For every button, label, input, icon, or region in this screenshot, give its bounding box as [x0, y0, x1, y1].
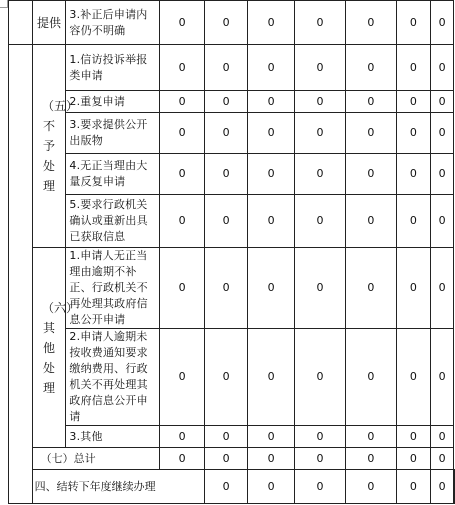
table-row — [9, 195, 455, 248]
value-cell: 0 — [160, 45, 204, 91]
value-cell: 0 — [431, 248, 454, 329]
value-cell: 0 — [204, 195, 247, 248]
value-cell: 0 — [431, 154, 454, 195]
value-cell: 0 — [160, 448, 204, 470]
value-cell: 0 — [160, 91, 204, 113]
value-cell: 0 — [160, 195, 204, 248]
value-cell: 0 — [204, 448, 247, 470]
value-cell: 0 — [346, 470, 396, 504]
item-label: 3.补正后申请内容仍不明确 — [66, 1, 160, 45]
value-cell: 0 — [396, 195, 431, 248]
item-label: 1.信访投诉举报类申请 — [66, 45, 160, 91]
table-row — [9, 91, 455, 113]
value-cell: 0 — [204, 91, 247, 113]
value-cell: 0 — [294, 154, 345, 195]
value-cell: 0 — [396, 448, 431, 470]
value-cell: 0 — [294, 113, 345, 154]
value-cell: 0 — [248, 91, 294, 113]
value-cell: 0 — [431, 1, 454, 45]
value-cell: 0 — [346, 195, 396, 248]
value-cell: 0 — [431, 195, 454, 248]
value-cell: 0 — [294, 1, 345, 45]
value-cell: 0 — [396, 45, 431, 91]
value-cell: 0 — [294, 426, 345, 448]
value-cell: 0 — [204, 329, 247, 426]
table-row — [9, 1, 455, 45]
value-cell: 0 — [248, 154, 294, 195]
value-cell: 0 — [431, 113, 454, 154]
value-cell: 0 — [396, 470, 431, 504]
total-label: （七）总计 — [32, 448, 160, 470]
value-cell: 0 — [396, 1, 431, 45]
value-cell: 0 — [431, 329, 454, 426]
value-cell: 0 — [248, 195, 294, 248]
value-cell: 0 — [160, 248, 204, 329]
value-cell: 0 — [294, 470, 345, 504]
item-label: 5.要求行政机关确认或重新出具已获取信息 — [66, 195, 160, 248]
item-label: 4.无正当理由大量反复申请 — [66, 154, 160, 195]
value-cell: 0 — [294, 45, 345, 91]
table-row — [9, 45, 455, 91]
table-row — [9, 329, 455, 426]
value-cell: 0 — [204, 248, 247, 329]
item-label: 2.申请人逾期未按收费通知要求缴纳费用、行政机关不再处理其政府信息公开申请 — [66, 329, 160, 426]
table-row — [9, 470, 455, 504]
value-cell: 0 — [431, 426, 454, 448]
item-label: 1.申请人无正当理由逾期不补正、行政机关不再处理其政府信息公开申请 — [66, 248, 160, 329]
category-other-processing — [32, 248, 79, 448]
value-cell: 0 — [431, 91, 454, 113]
value-cell: 0 — [204, 1, 247, 45]
value-cell: 0 — [346, 426, 396, 448]
value-cell: 0 — [346, 448, 396, 470]
value-cell: 0 — [396, 91, 431, 113]
value-cell: 0 — [160, 1, 204, 45]
value-cell: 0 — [396, 329, 431, 426]
value-cell: 0 — [346, 248, 396, 329]
value-cell: 0 — [204, 154, 247, 195]
value-cell: 0 — [396, 154, 431, 195]
table-row — [9, 113, 455, 154]
value-cell: 0 — [160, 329, 204, 426]
left-margin-cell — [9, 1, 33, 45]
carry-over-label: 四、结转下年度继续办理 — [32, 470, 204, 504]
value-cell: 0 — [248, 329, 294, 426]
value-cell: 0 — [346, 113, 396, 154]
value-cell: 0 — [204, 470, 247, 504]
crop-mark-horizontal — [0, 7, 8, 8]
value-cell: 0 — [248, 470, 294, 504]
value-cell: 0 — [248, 248, 294, 329]
value-cell: 0 — [248, 448, 294, 470]
category-label: （六）其他处理 — [42, 300, 79, 395]
value-cell: 0 — [294, 248, 345, 329]
item-label: 3.其他 — [66, 426, 160, 448]
value-cell: 0 — [431, 45, 454, 91]
value-cell: 0 — [204, 426, 247, 448]
value-cell: 0 — [204, 113, 247, 154]
item-label: 3.要求提供公开出版物 — [66, 113, 160, 154]
value-cell: 0 — [346, 1, 396, 45]
value-cell: 0 — [396, 113, 431, 154]
value-cell: 0 — [396, 426, 431, 448]
value-cell: 0 — [396, 248, 431, 329]
category-not-processed — [32, 45, 79, 248]
statistics-table — [8, 0, 455, 504]
value-cell: 0 — [294, 448, 345, 470]
table-row — [9, 248, 455, 329]
value-cell: 0 — [431, 448, 454, 470]
value-cell — [454, 470, 455, 504]
left-margin-cell — [9, 45, 33, 504]
table-row — [9, 448, 455, 470]
value-cell: 0 — [294, 91, 345, 113]
category-label: （五）不予处理 — [42, 99, 79, 193]
value-cell: 0 — [346, 45, 396, 91]
table-row — [9, 154, 455, 195]
category-provide: 提供 — [32, 1, 66, 45]
value-cell: 0 — [294, 195, 345, 248]
value-cell: 0 — [294, 329, 345, 426]
value-cell: 0 — [160, 154, 204, 195]
item-label: 2.重复申请 — [66, 91, 160, 113]
value-cell: 0 — [160, 426, 204, 448]
value-cell: 0 — [248, 426, 294, 448]
value-cell: 0 — [248, 45, 294, 91]
table-row — [9, 426, 455, 448]
value-cell: 0 — [346, 154, 396, 195]
value-cell: 0 — [248, 1, 294, 45]
value-cell: 0 — [204, 45, 247, 91]
value-cell: 0 — [431, 470, 454, 504]
value-cell: 0 — [160, 113, 204, 154]
value-cell: 0 — [346, 91, 396, 113]
value-cell: 0 — [248, 113, 294, 154]
value-cell: 0 — [346, 329, 396, 426]
